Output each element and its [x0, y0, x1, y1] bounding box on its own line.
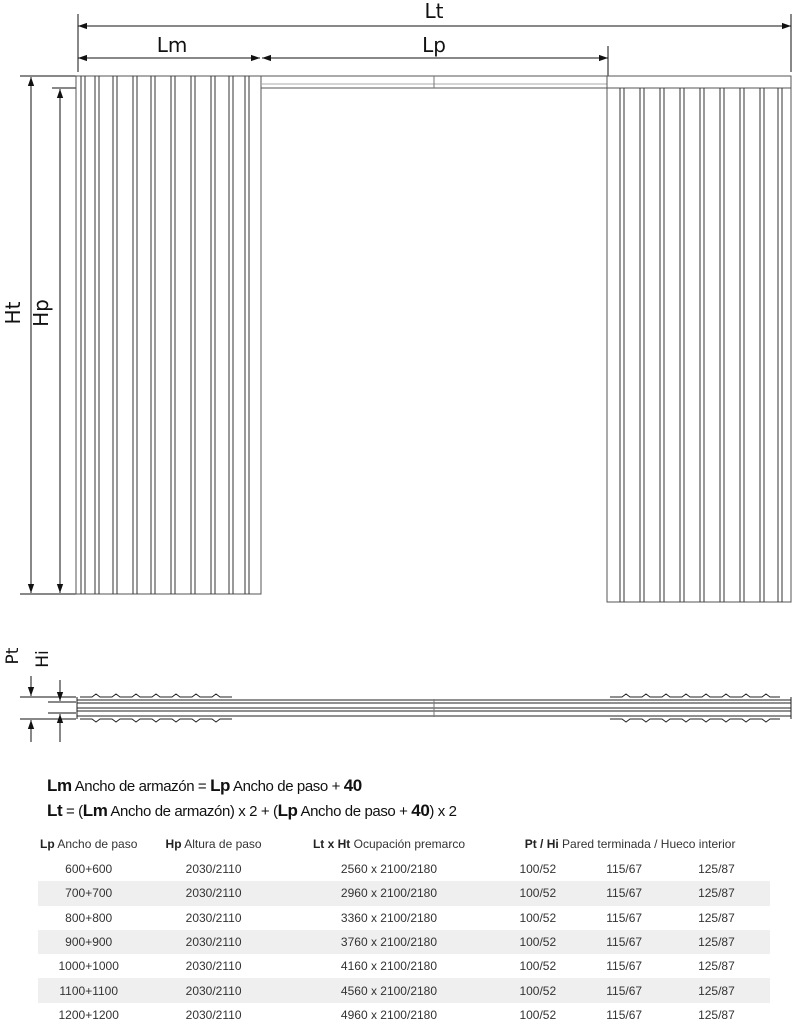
- left-frame-panel: [76, 76, 261, 594]
- formula-constant: 40: [343, 776, 362, 795]
- cell-pt-hi-2: 115/67: [606, 1007, 643, 1022]
- formula-frame-width: [47, 776, 362, 796]
- dimension-lm: [78, 33, 260, 58]
- label-lp: Lp: [422, 33, 446, 57]
- cell-hp: 2030/2110: [185, 862, 242, 877]
- section-dimension-hi: [33, 650, 76, 742]
- dimension-hp: [29, 88, 76, 593]
- dimension-ht: [1, 76, 76, 594]
- cell-pt-hi-2: 115/67: [585, 930, 662, 954]
- cell-pt-hi-2: 115/67: [585, 978, 662, 1002]
- formula-lt-symbol: Lt: [47, 801, 63, 820]
- header-beam: [261, 76, 791, 88]
- cell-lt-ht: 2560 x 2100/2180: [340, 862, 438, 877]
- header-lt-ht: Lt x Ht Ocupación premarco: [312, 837, 466, 851]
- cell-hp: 2030/2110: [139, 881, 287, 905]
- formula-total-width: [47, 801, 457, 821]
- table-row: [38, 857, 770, 881]
- cell-pt-hi-1: 100/52: [490, 881, 585, 905]
- cell-lp: 1100+1100: [38, 978, 139, 1002]
- cell-lp: 1200+1200: [58, 1007, 119, 1022]
- table-row: [38, 930, 770, 954]
- cell-pt-hi-2: 115/67: [606, 910, 643, 925]
- cell-pt-hi-2: 115/67: [606, 959, 643, 974]
- table-row: [38, 881, 770, 905]
- formula-eq: = (: [62, 803, 83, 820]
- formula-lm-text: Ancho de armazón) x 2 + (: [107, 803, 278, 820]
- cell-lp: 800+800: [65, 910, 113, 925]
- dimensions-table: [38, 831, 770, 1027]
- label-lt: Lt: [424, 0, 444, 23]
- cell-pt-hi-1: 100/52: [519, 1007, 557, 1022]
- cell-pt-hi-1: 100/52: [490, 978, 585, 1002]
- cell-lp: 700+700: [38, 881, 139, 905]
- cell-lp: 900+900: [38, 930, 139, 954]
- cell-hp: 2030/2110: [139, 930, 287, 954]
- header-lp: Lp Ancho de paso: [40, 837, 138, 851]
- label-lm: Lm: [156, 33, 188, 57]
- table-row: [38, 1003, 770, 1027]
- label-hp: Hp: [29, 299, 53, 327]
- formula-lp-symbol: Lp: [277, 801, 298, 820]
- cell-lt-ht: 4960 x 2100/2180: [340, 1007, 438, 1022]
- dimension-lp: [262, 33, 608, 80]
- table-header-row: [38, 831, 770, 857]
- cell-pt-hi-1: 100/52: [519, 862, 557, 877]
- header-pt-hi: Pt / Hi Pared terminada / Hueco interior: [524, 837, 736, 851]
- cell-lt-ht: 4560 x 2100/2180: [288, 978, 490, 1002]
- cell-pt-hi-3: 125/87: [698, 959, 735, 974]
- cell-hp: 2030/2110: [185, 959, 242, 974]
- formula-lm-text: Ancho de armazón =: [71, 778, 211, 795]
- formula-lp-text: Ancho de paso +: [297, 803, 412, 820]
- cell-pt-hi-3: 125/87: [663, 881, 770, 905]
- formula-tail: ) x 2: [429, 803, 457, 820]
- cell-pt-hi-1: 100/52: [519, 959, 557, 974]
- formula-lp-text: Ancho de paso +: [230, 778, 344, 795]
- cell-lp: 600+600: [65, 862, 113, 877]
- label-ht: Ht: [1, 301, 25, 325]
- cell-hp: 2030/2110: [185, 910, 242, 925]
- formula-lp-symbol: Lp: [210, 776, 231, 795]
- formula-constant: 40: [411, 801, 430, 820]
- cell-lt-ht: 3360 x 2100/2180: [340, 910, 438, 925]
- label-pt: Pt: [3, 647, 23, 665]
- cell-pt-hi-2: 115/67: [606, 862, 643, 877]
- cell-pt-hi-3: 125/87: [698, 862, 735, 877]
- cell-pt-hi-2: 115/67: [585, 881, 662, 905]
- cell-pt-hi-1: 100/52: [519, 910, 557, 925]
- table-row: [38, 906, 770, 930]
- cell-lt-ht: 3760 x 2100/2180: [288, 930, 490, 954]
- table-row: [38, 978, 770, 1002]
- formula-lm-symbol: Lm: [82, 801, 108, 820]
- cell-lt-ht: 2960 x 2100/2180: [288, 881, 490, 905]
- cell-pt-hi-1: 100/52: [490, 930, 585, 954]
- section-plan-view: [77, 694, 791, 722]
- header-hp: Hp Altura de paso: [165, 837, 262, 851]
- cell-pt-hi-3: 125/87: [663, 978, 770, 1002]
- cell-pt-hi-3: 125/87: [663, 930, 770, 954]
- cell-pt-hi-3: 125/87: [698, 1007, 735, 1022]
- table-row: [38, 954, 770, 978]
- cell-pt-hi-3: 125/87: [698, 910, 735, 925]
- label-hi: Hi: [33, 650, 53, 668]
- formula-lm-symbol: Lm: [47, 776, 72, 795]
- cell-lt-ht: 4160 x 2100/2180: [340, 959, 438, 974]
- cell-hp: 2030/2110: [185, 1007, 242, 1022]
- cell-hp: 2030/2110: [139, 978, 287, 1002]
- right-frame-panel: [607, 88, 791, 602]
- cell-lp: 1000+1000: [58, 959, 119, 974]
